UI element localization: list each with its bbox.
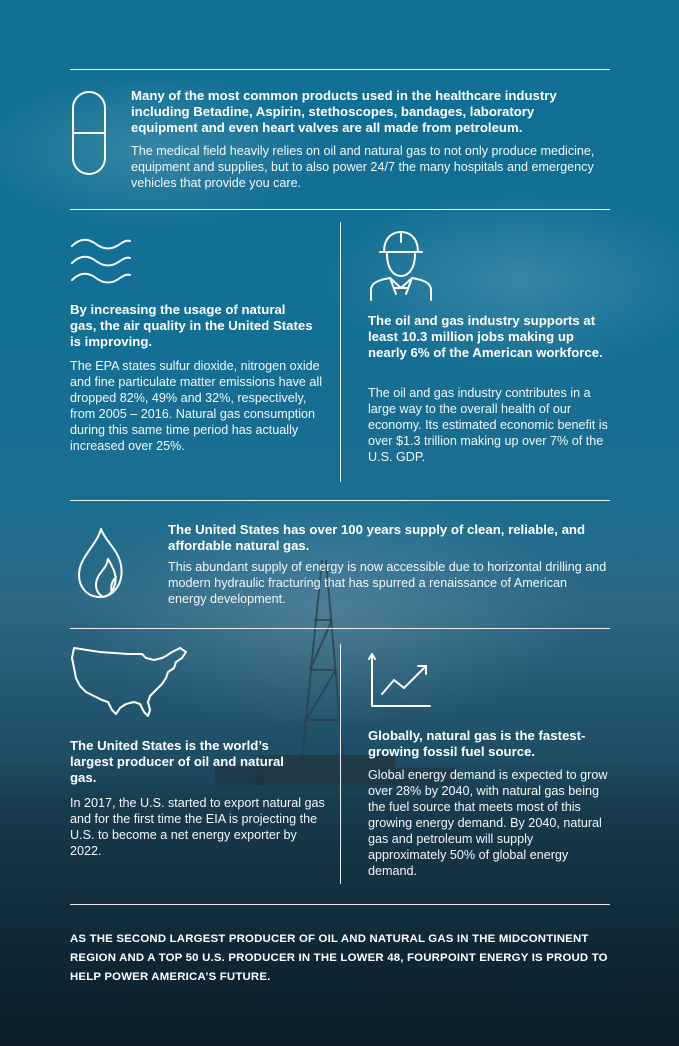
usa-map-icon [70,644,190,720]
divider-vertical-2 [340,644,341,884]
flame-icon [76,527,128,599]
supply-body: This abundant supply of energy is now accessible due to horizontal drilling and modern hydraulic fracturing that has spurred a renaissance of American energy development. [168,560,607,606]
air-waves-icon [70,236,132,288]
healthcare-heading: Many of the most common products used in the healthcare industry including Betadine, Aspirin, stethoscopes, bandages, laboratory equipment and even heart valves are all made from petroleum. [131,88,557,135]
divider-3 [70,628,610,629]
growth-heading: Globally, natural gas is the fastest-growing fossil fuel source. [368,728,586,759]
supply-heading: The United States has over 100 years supply of clean, reliable, and affordable natural gas. [168,522,586,553]
capsule-icon [70,89,108,177]
divider-vertical-1 [340,222,341,482]
hardhat-worker-icon [368,228,434,302]
air-quality-body: The EPA states sulfur dioxide, nitrogen oxide and fine particulate matter emissions have all dropped 82%, 49% and 32%, respectively, from 2005 – 2016. Natural gas consumption during this same time period has actually increased over 25%. [70,359,323,453]
jobs-body: The oil and gas industry contributes in a large way to the overall health of our economy. Its estimated economic benefit is over $1.3 trillion making up over 7% of the U.S. GDP. [368,386,608,464]
growth-chart-icon [368,648,434,710]
healthcare-body: The medical field heavily relies on oil and natural gas to not only produce medicine, equipment and supplies, but to also power 24/7 the many hospitals and emergency vehicles that provide you care. [131,144,595,190]
divider-top [70,69,610,70]
divider-2 [70,500,610,501]
air-quality-heading: By increasing the usage of natural gas, the air quality in the United States is improving. [70,302,313,349]
growth-body: Global energy demand is expected to grow over 28% by 2040, with natural gas being the fuel source that meets most of this growing energy demand. By 2040, natural gas and petroleum will supply approximately 50% of global energy demand. [368,768,608,878]
producer-body: In 2017, the U.S. started to export natural gas and for the first time the EIA is projecting the U.S. to become a net energy exporter by 2022. [70,796,325,858]
divider-1 [70,209,610,210]
jobs-heading: The oil and gas industry supports at least 10.3 million jobs making up nearly 6% of the American workforce. [368,313,603,360]
producer-heading: The United States is the world’s largest producer of oil and natural gas. [70,738,284,785]
divider-bottom [70,904,610,905]
footer-statement: AS THE SECOND LARGEST PRODUCER OF OIL AND NATURAL GAS IN THE MIDCONTINENT REGION AND A TOP 50 U.S. PRODUCER IN THE LOWER 48, FOURPOINT ENERGY IS PROUD TO HELP POWER AMERICA’S FUTURE. [70,933,608,983]
